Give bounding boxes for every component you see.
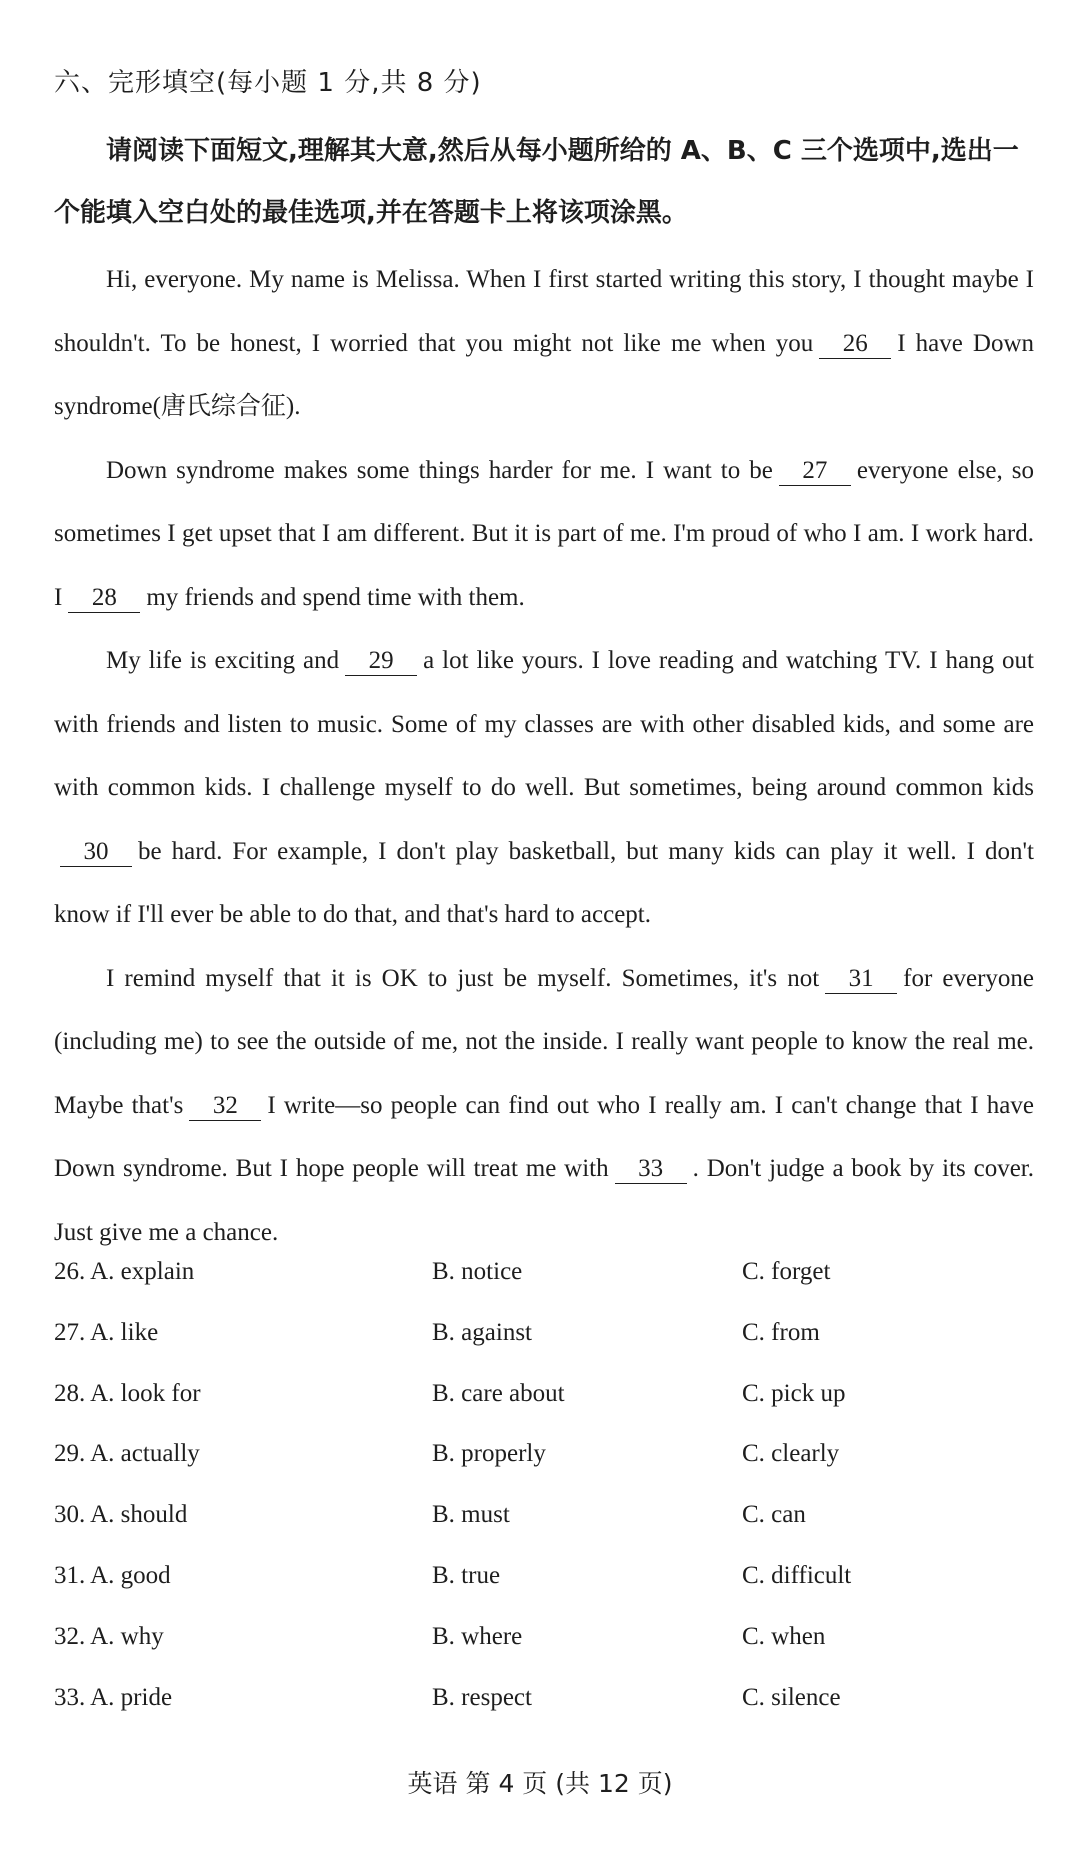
option-a: 30. A. should bbox=[54, 1501, 188, 1529]
option-c: C. difficult bbox=[742, 1561, 852, 1589]
option-row bbox=[54, 1684, 1034, 1745]
paragraph-1 bbox=[54, 248, 1034, 439]
passage bbox=[54, 248, 1034, 1264]
option-b: B. properly bbox=[432, 1440, 546, 1468]
instructions: 请阅读下面短文,理解其大意,然后从每小题所给的 A、B、C 三个选项中,选出一个能填入空白处的最佳选项,并在答题卡上将该项涂黑。 bbox=[54, 136, 1019, 228]
paragraph-2 bbox=[54, 439, 1034, 630]
blank-29: 29 bbox=[345, 647, 417, 676]
passage-text: for everyone (including me) to see the outside of me, not the inside. I really want people to know the real me. Maybe that's bbox=[54, 964, 1034, 1119]
option-b: B. against bbox=[432, 1318, 532, 1346]
answer-options bbox=[54, 1258, 1034, 1744]
passage-text: my friends and spend time with them. bbox=[146, 583, 525, 611]
blank-31: 31 bbox=[825, 965, 897, 994]
option-b: B. where bbox=[432, 1622, 523, 1650]
option-a: 27. A. like bbox=[54, 1318, 159, 1346]
section-title: 六、完形填空(每小题 1 分,共 8 分) bbox=[54, 68, 482, 98]
option-a: 32. A. why bbox=[54, 1622, 164, 1650]
passage-text: Hi, everyone. My name is Melissa. When I first started writing this story, I thought maybe I shouldn't. To be honest, I worried that you might not like me when you bbox=[54, 266, 1034, 357]
passage-text: I write—so people can find out who I really am. I can't change that I have Down syndrome. But I hope people will treat me with bbox=[54, 1091, 1034, 1182]
passage-text: Down syndrome makes some things harder for me. I want to be bbox=[106, 456, 773, 484]
option-row bbox=[54, 1440, 1034, 1501]
option-b: B. must bbox=[432, 1501, 510, 1529]
option-c: C. forget bbox=[742, 1258, 831, 1285]
passage-text: I remind myself that it is OK to just be myself. Sometimes, it's not bbox=[106, 964, 820, 992]
option-b: B. notice bbox=[432, 1258, 523, 1285]
option-c: C. can bbox=[742, 1501, 806, 1529]
option-row bbox=[54, 1562, 1034, 1623]
passage-text: . Don't judge a book by its cover. Just give me a chance. bbox=[54, 1155, 1034, 1246]
option-b: B. true bbox=[432, 1561, 501, 1589]
passage-text: My life is exciting and bbox=[106, 647, 340, 674]
blank-26: 26 bbox=[819, 330, 891, 359]
option-c: C. when bbox=[742, 1622, 826, 1650]
passage-text: be hard. For example, I don't play basketball, but many kids can play it well. I don't know if I'll ever be able to do that, and that's hard to accept. bbox=[54, 837, 1034, 928]
option-c: C. silence bbox=[742, 1683, 841, 1711]
blank-32: 32 bbox=[189, 1092, 261, 1121]
option-row bbox=[54, 1623, 1034, 1684]
paragraph-4 bbox=[54, 947, 1034, 1265]
option-row bbox=[54, 1380, 1034, 1441]
option-c: C. from bbox=[742, 1318, 820, 1346]
passage-text: a lot like yours. I love reading and watching TV. I hang out with friends and listen to music. Some of my classes are with other disabled kids, and some are with common kids. I challenge myself to do well. But sometimes, being around common kids bbox=[54, 647, 1034, 801]
blank-28: 28 bbox=[68, 584, 140, 613]
option-a: 33. A. pride bbox=[54, 1683, 173, 1711]
option-a: 29. A. actually bbox=[54, 1440, 200, 1468]
blank-30: 30 bbox=[60, 838, 132, 867]
option-b: B. care about bbox=[432, 1379, 565, 1407]
option-c: C. pick up bbox=[742, 1379, 846, 1407]
option-row bbox=[54, 1319, 1034, 1380]
paragraph-3 bbox=[54, 629, 1034, 947]
option-row bbox=[54, 1258, 1034, 1319]
passage-text: I have Down syndrome(唐氏综合征). bbox=[54, 329, 1034, 420]
passage-text: everyone else, so sometimes I get upset that I am different. But it is part of me. I'm proud of who I am. I work hard. I bbox=[54, 456, 1034, 611]
option-row bbox=[54, 1501, 1034, 1562]
page-footer: 英语 第 4 页 (共 12 页) bbox=[407, 1769, 673, 1798]
option-a: 28. A. look for bbox=[54, 1379, 201, 1407]
blank-33: 33 bbox=[615, 1155, 687, 1184]
option-a: 26. A. explain bbox=[54, 1258, 195, 1285]
option-a: 31. A. good bbox=[54, 1561, 171, 1589]
option-b: B. respect bbox=[432, 1683, 532, 1711]
blank-27: 27 bbox=[779, 457, 851, 486]
option-c: C. clearly bbox=[742, 1440, 840, 1468]
